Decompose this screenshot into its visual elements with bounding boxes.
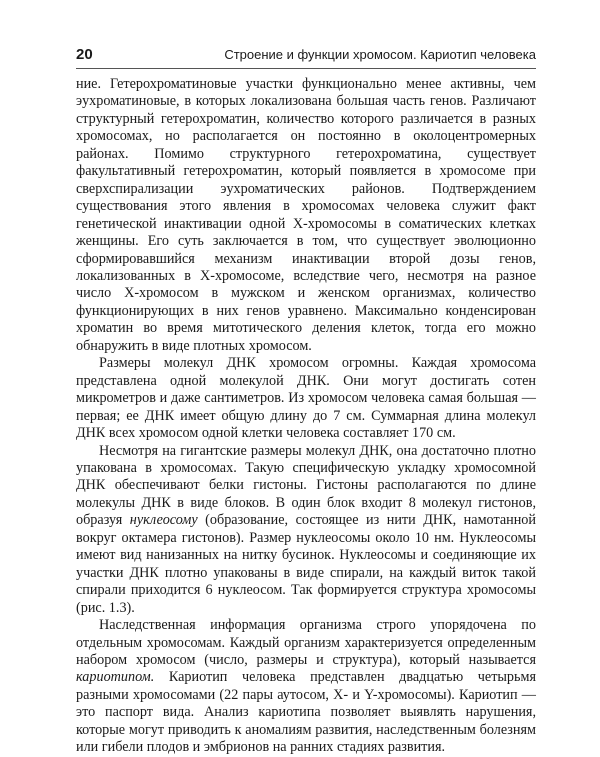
paragraph-text: Несмотря на гигантские размеры молекул ДНК, она достаточно плотно упакована в хромосомах. Такую специфическую укладку хромосомной ДНК обеспечивают белки гистоны. Гистоны располагаются по длине молекулы ДНК в виде блоков. В один блок входит 8 молекул гистонов, образуя	[76, 442, 536, 529]
paragraph-text: Наследственная информация организма строго упорядочена по отдельным хромосомам. Каждый организм характеризуется определенным набором хромосом (число, размеры и структура), который называется	[76, 617, 536, 668]
paragraph-dna-size	[76, 355, 536, 442]
paragraph-heterochromatin	[76, 76, 536, 355]
page-number: 20	[76, 46, 93, 63]
paragraph-text: (образование, состоящее из нити ДНК, намотанной вокруг октамера гистонов). Размер нуклеосомы около 10 нм. Нуклеосомы имеют вид нанизанных на нитку бусинок. Нуклеосомы и соединяющие их участки ДНК плотно упакованы в виде спирали, на каждый виток такой спирали приходится 6 нуклеосом. Так формируется структура хромосомы (рис. 1.3).	[76, 512, 536, 616]
term-nucleosome: нуклеосому	[129, 512, 198, 529]
term-karyotype: кариотипом.	[76, 669, 155, 686]
running-title: Строение и функции хромосом. Кариотип человека	[224, 47, 536, 62]
paragraph-karyotype	[76, 617, 536, 757]
paragraph-text: ние. Гетерохроматиновые участки функционально менее активны, чем эухроматиновые, в которых локализована большая часть генов. Различают структурный гетерохроматин, количество которого различается в разных хромосомах, но располагается он постоянно в околоцентромерных районах. Помимо структурного гетерохроматина, существует факультативный гетерохроматин, который появляется в хромосоме при сверхспирализации эухроматических районов. Подтверждением существования этого явления в хромосомах человека служит факт генетической инактивации одной Х-хромосомы в соматических клетках женщины. Его суть заключается в том, что существует эволюционно сформировавшийся механизм инактивации второй дозы генов, локализованных в Х-хромосоме, вследствие чего, несмотря на разное число Х-хромосом в мужском и женском организмах, количество функционирующих в них генов уравнено. Максимально конденсирован хроматин во время митотического деления клеток, тогда его можно обнаружить в виде плотных хромосом.	[76, 76, 536, 354]
book-page	[76, 46, 536, 757]
body-text	[76, 76, 536, 757]
paragraph-nucleosome	[76, 443, 536, 618]
page-header	[76, 46, 536, 69]
paragraph-text: Размеры молекул ДНК хромосом огромны. Каждая хромосома представлена одной молекулой ДНК. Они могут достигать сотен микрометров и даже сантиметров. Из хромосом человека самая большая — первая; ее ДНК имеет общую длину до 7 см. Суммарная длина молекул ДНК всех хромосом одной клетки человека составляет 170 см.	[76, 355, 536, 442]
paragraph-text: Кариотип человека представлен двадцатью четырьмя разными хромосомами (22 пары аутосом, X- и Y-хромосомы). Кариотип — это паспорт вида. Анализ кариотипа позволяет выявлять нарушения, которые могут приводить к аномалиям развития, наследственным болезням или гибели плодов и эмбрионов на ранних стадиях развития.	[76, 669, 536, 756]
